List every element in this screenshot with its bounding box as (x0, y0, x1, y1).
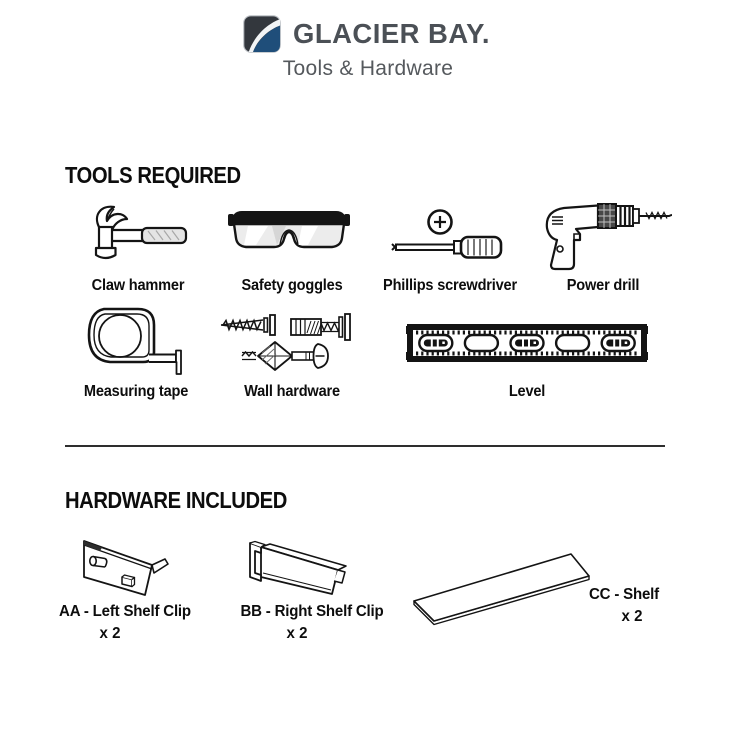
hardware-label-shelf: CC - Shelf (588, 586, 659, 603)
tool-label-power-drill: Power drill (566, 277, 640, 294)
level-icon (406, 322, 648, 364)
tools-required-heading: TOOLS REQUIRED (65, 162, 241, 188)
brand-header (0, 15, 736, 53)
hardware-qty-right-shelf-clip: x 2 (286, 625, 308, 642)
hardware-qty-left-shelf-clip: x 2 (99, 625, 121, 642)
claw-hammer-icon (78, 203, 198, 265)
tool-label-wall-hardware: Wall hardware (244, 383, 340, 400)
measuring-tape-icon (86, 306, 188, 378)
phillips-screwdriver-icon (388, 207, 504, 265)
tool-label-claw-hammer: Claw hammer (91, 277, 185, 294)
section-divider (65, 445, 665, 447)
wall-hardware-icon (218, 310, 364, 372)
left-shelf-clip-icon (66, 536, 184, 600)
tool-label-phillips-screwdriver: Phillips screwdriver (383, 277, 517, 294)
tool-label-safety-goggles: Safety goggles (241, 277, 343, 294)
brand-name: GLACIER BAY. (293, 18, 491, 49)
power-drill-icon (536, 196, 672, 274)
hardware-label-right-shelf-clip: BB - Right Shelf Clip (240, 603, 384, 620)
hardware-qty-shelf: x 2 (621, 608, 643, 625)
hardware-included-heading: HARDWARE INCLUDED (65, 487, 287, 513)
safety-goggles-icon (228, 205, 350, 257)
hardware-label-left-shelf-clip: AA - Left Shelf Clip (59, 603, 191, 620)
tool-label-measuring-tape: Measuring tape (83, 383, 189, 400)
tool-label-level: Level (508, 383, 546, 400)
right-shelf-clip-icon (241, 536, 359, 600)
glacier-bay-logo-icon (243, 15, 281, 53)
page-subtitle: Tools & Hardware (282, 57, 454, 80)
